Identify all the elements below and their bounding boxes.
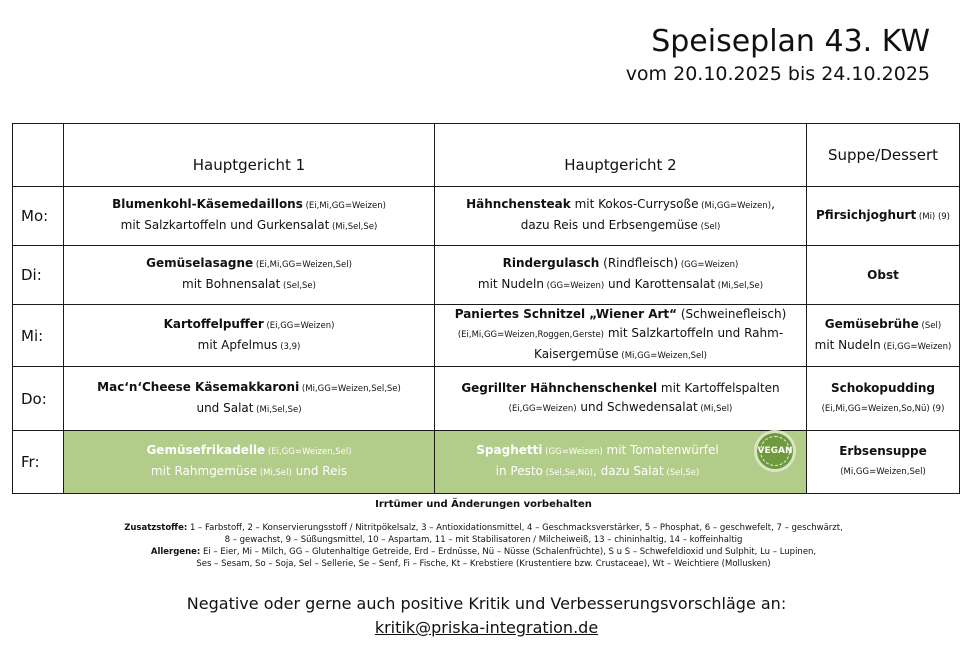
date-range: vom 20.10.2025 bis 24.10.2025: [625, 63, 930, 85]
dish-line: [439, 305, 802, 324]
allergen-info: (3,9): [277, 341, 301, 352]
dish-text: Kaisergemüse: [534, 347, 619, 361]
zusatzstoffe-text-1: 1 – Farbstoff, 2 – Konservierungsstoff / Nitritpökelsalz, 3 – Antioxidationsmittel, 4 – Geschmacksverstärker, 5 – Phosphat, 6 – geschwefelt, 7 – geschwärzt,: [187, 523, 843, 533]
day-label: Di:: [13, 246, 64, 305]
hauptgericht-2-cell: [435, 431, 807, 494]
dish-line: [439, 379, 802, 398]
feedback-footer: [0, 592, 967, 640]
dish-line: [439, 254, 802, 275]
header-day: [13, 124, 64, 187]
dish-name: Kartoffelpuffer: [163, 316, 264, 331]
menu-table: [12, 123, 960, 494]
dish-line: [811, 442, 955, 461]
allergen-info: (Sel,Se,Nü): [542, 468, 593, 478]
day-label: Do:: [13, 367, 64, 431]
allergene-line-1: [0, 546, 967, 558]
allergene-text-2: Ses – Sesam, So – Soja, Sel – Sellerie, Se – Senf, Fi – Fische, Kt – Krebstiere (Krustentiere bzw. Crustaceae), Wt – Weichtiere (Mollusken): [196, 559, 771, 569]
dish-name: Rindergulasch: [502, 256, 600, 270]
vegan-badge-label: VEGAN: [757, 446, 793, 456]
day-label: Fr:: [13, 431, 64, 494]
allergen-info: (Ei,GG=Weizen,Sel): [265, 447, 352, 457]
suppe-dessert-cell: [807, 246, 960, 305]
allergen-info: (Ei,GG=Weizen): [263, 320, 335, 331]
table-row: [13, 246, 960, 305]
dish-line: [68, 336, 430, 357]
page-title: Speiseplan 43. KW: [651, 24, 930, 59]
feedback-email-link[interactable]: kritik@priska-integration.de: [374, 618, 599, 637]
allergen-info: (GG=Weizen): [543, 281, 605, 291]
zusatzstoffe-text-2: 8 – gewachst, 9 – Süßungsmittel, 10 – Aspartam, 11 – mit Stabilisatoren / Milcheiweiß, 13 – chininhaltig, 14 – koffeinhaltig: [224, 535, 743, 545]
dish-line: [68, 399, 430, 420]
dish-line: [439, 275, 802, 296]
dish-text: und Salat: [196, 400, 254, 415]
hauptgericht-1-cell: [64, 431, 435, 494]
suppe-dessert-cell: [807, 305, 960, 367]
dish-text: mit Nudeln: [814, 337, 881, 352]
dish-line: [439, 195, 802, 216]
page-header: [626, 24, 930, 86]
header-hauptgericht-2: Hauptgericht 2: [435, 124, 807, 187]
day-label: Mi:: [13, 305, 64, 367]
hauptgericht-2-cell: [435, 305, 807, 367]
header-suppe-dessert: Suppe/Dessert: [807, 124, 960, 187]
table-row: [13, 305, 960, 367]
hauptgericht-2-cell: [435, 187, 807, 246]
dish-line: [68, 441, 430, 462]
dish-text: mit Salzkartoffeln und Gurkensalat: [120, 218, 330, 232]
hauptgericht-2-cell: [435, 367, 807, 431]
disclaimer: Irrtümer und Änderungen vorbehalten: [375, 499, 592, 510]
hauptgericht-1-cell: [64, 246, 435, 305]
dish-text: , dazu Salat: [593, 464, 664, 478]
table-row: [13, 367, 960, 431]
zusatzstoffe-label: Zusatzstoffe:: [124, 523, 188, 533]
day-label: Mo:: [13, 187, 64, 246]
dish-line: [811, 336, 955, 357]
dish-text: mit Bohnensalat: [182, 277, 281, 291]
allergen-info: (Mi,Sel): [257, 468, 292, 478]
dish-name: Gemüselasagne: [146, 256, 254, 270]
dish-line: [811, 398, 955, 419]
allergen-info: (Mi,Sel,Se): [329, 222, 378, 232]
allergen-info: (Mi) (9): [916, 211, 950, 222]
dish-line: [68, 462, 430, 483]
dish-text: dazu Reis und Erbsengemüse: [520, 218, 698, 232]
allergen-info: (Ei,GG=Weizen): [880, 341, 952, 352]
dish-text: ,: [771, 197, 775, 211]
dish-text: mit Tomatenwürfel: [602, 443, 719, 457]
table-row: [13, 187, 960, 246]
dish-line: [811, 206, 955, 227]
dish-name: Erbsensuppe: [839, 444, 927, 458]
dish-text: mit Apfelmus: [197, 337, 278, 352]
allergen-info: (Ei,Mi,GG=Weizen,So,Nü) (9): [821, 403, 945, 414]
dish-line: [68, 216, 430, 237]
dish-text: (Rindfleisch): [599, 256, 679, 270]
allergene-label: Allergene:: [150, 547, 201, 557]
dish-line: [811, 266, 955, 285]
dish-line: [68, 254, 430, 275]
dish-text: mit Nudeln: [477, 277, 544, 291]
allergen-info: (Ei,Mi,GG=Weizen,Roggen,Gerste): [457, 330, 605, 340]
allergen-info: (Mi,Sel): [697, 403, 733, 414]
hauptgericht-2-cell: [435, 246, 807, 305]
dish-line: [439, 398, 802, 419]
vegan-badge-icon: [754, 430, 796, 472]
header-hauptgericht-1: Hauptgericht 1: [64, 124, 435, 187]
dish-text: und Karottensalat: [604, 277, 716, 291]
allergen-info: (Ei,Mi,GG=Weizen): [302, 201, 386, 211]
dish-text: mit Kartoffelspalten: [657, 380, 780, 395]
allergen-info: (Ei,GG=Weizen): [508, 403, 577, 414]
allergen-info: (Mi,GG=Weizen,Sel,Se): [299, 383, 401, 394]
allergen-info: (Sel): [918, 320, 942, 331]
dish-line: [439, 345, 802, 366]
dish-name: Mac‘n‘Cheese Käsemakkaroni: [97, 379, 300, 394]
allergen-info: (Mi,Sel,Se): [715, 281, 764, 291]
suppe-dessert-cell: [807, 431, 960, 494]
notes-section: [0, 499, 967, 570]
allergen-info: (Ei,Mi,GG=Weizen,Sel): [253, 260, 352, 270]
dish-text: mit Rahmgemüse: [150, 464, 258, 478]
dish-text: in Pesto: [495, 464, 543, 478]
dish-name: Obst: [867, 267, 899, 282]
hauptgericht-1-cell: [64, 367, 435, 431]
dish-text: (Schweinefleisch): [677, 307, 787, 321]
dish-line: [439, 324, 802, 345]
feedback-text: Negative oder gerne auch positive Kritik und Verbesserungsvorschläge an:: [186, 594, 787, 613]
dish-text: mit Salzkartoffeln und Rahm-: [604, 326, 784, 340]
suppe-dessert-cell: [807, 367, 960, 431]
allergen-info: (Sel,Se): [663, 468, 700, 478]
suppe-dessert-cell: [807, 187, 960, 246]
allergen-info: (Mi,GG=Weizen,Sel): [618, 351, 707, 361]
dish-line: [68, 315, 430, 336]
dish-name: Gegrillter Hähnchenschenkel: [461, 380, 658, 395]
dish-name: Spaghetti: [476, 443, 543, 457]
dish-name: Gemüsefrikadelle: [146, 443, 266, 457]
dish-text: mit Kokos-Currysoße: [570, 197, 699, 211]
allergen-info: (GG=Weizen): [542, 447, 603, 457]
dish-line: [68, 195, 430, 216]
allergen-info: (Mi,GG=Weizen): [698, 201, 772, 211]
allergene-text-1: Ei – Eier, Mi – Milch, GG – Glutenhaltige Getreide, Erd – Erdnüsse, Nü – Nüsse (Schalenfrüchte), S u S – Schwefeldioxid und Sulphit, Lu – Lupinen,: [200, 547, 817, 557]
dish-line: [439, 441, 756, 462]
dish-name: Gemüsebrühe: [824, 316, 919, 331]
table-row: [13, 431, 960, 494]
dish-name: Blumenkohl-Käsemedaillons: [112, 197, 303, 211]
dish-name: Schokopudding: [830, 380, 935, 395]
dish-name: Paniertes Schnitzel „Wiener Art“: [454, 307, 678, 321]
hauptgericht-1-cell: [64, 305, 435, 367]
allergen-info: (Sel): [697, 222, 721, 232]
dish-line: [68, 378, 430, 399]
table-header-row: [13, 124, 960, 187]
dish-name: Hähnchensteak: [466, 197, 571, 211]
dish-line: [811, 379, 955, 398]
dish-line: [439, 216, 802, 237]
dish-text: und Schwedensalat: [576, 399, 698, 414]
dish-name: Pfirsichjoghurt: [816, 207, 917, 222]
dish-line: [439, 462, 756, 483]
dish-line: [811, 315, 955, 336]
allergen-info: (Sel,Se): [280, 281, 316, 291]
dish-line: [68, 275, 430, 296]
hauptgericht-1-cell: [64, 187, 435, 246]
dish-line: [811, 461, 955, 482]
allergen-info: (GG=Weizen): [678, 260, 739, 270]
allergen-info: (Mi,Sel,Se): [253, 404, 302, 415]
dish-text: und Reis: [291, 464, 348, 478]
zusatzstoffe-line-1: [0, 522, 967, 534]
allergen-info: (Mi,GG=Weizen,Sel): [840, 467, 926, 477]
